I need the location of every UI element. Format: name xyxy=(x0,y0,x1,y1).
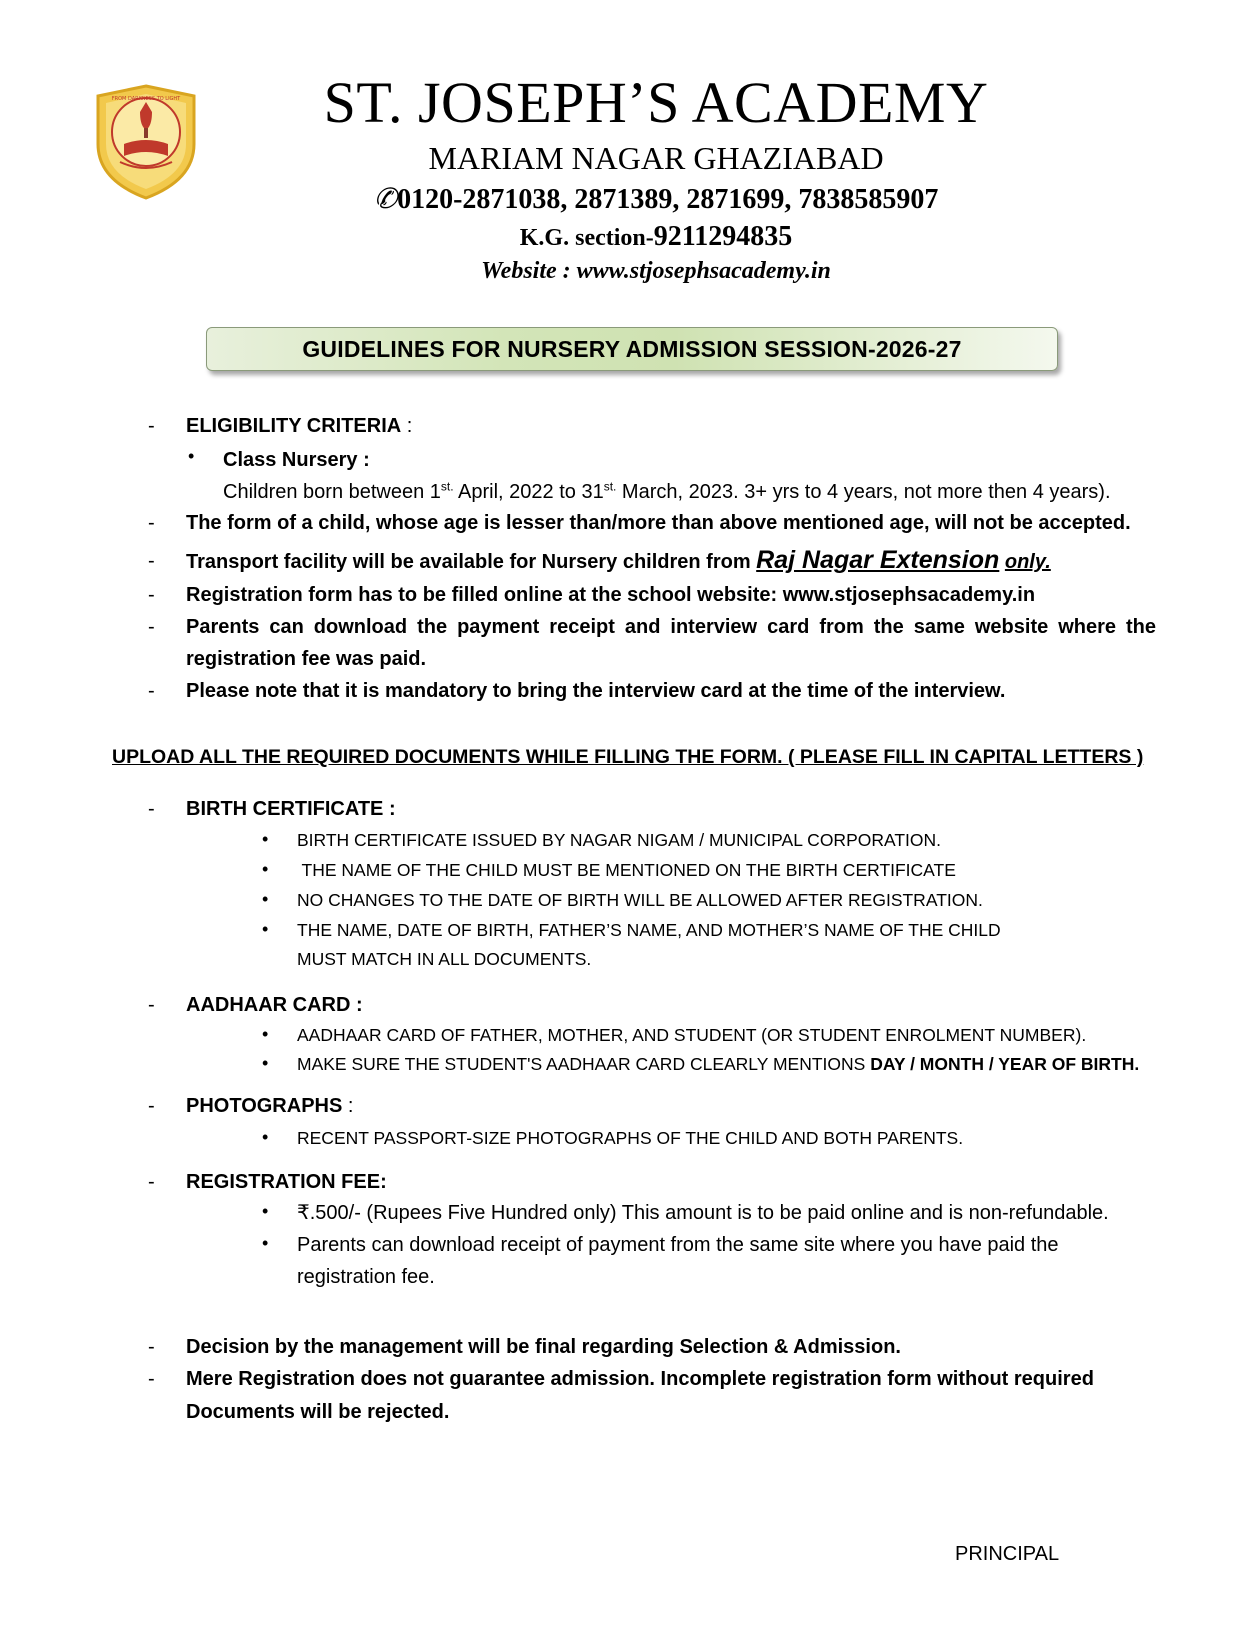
decision-note: Decision by the management will be final regarding Selection & Admission. xyxy=(186,1336,901,1358)
aadhaar-heading: AADHAAR CARD : xyxy=(186,994,363,1016)
registration-fee-item-continued: registration fee. xyxy=(297,1266,435,1288)
page-title xyxy=(206,327,1058,371)
photographs-heading: PHOTOGRAPHS : xyxy=(186,1095,354,1117)
school-name: ST. JOSEPH’S ACADEMY xyxy=(323,70,989,135)
upload-documents-heading: UPLOAD ALL THE REQUIRED DOCUMENTS WHILE FILLING THE FORM. ( PLEASE FILL IN CAPITAL LETTERS ) xyxy=(112,746,1144,768)
aadhaar-item: MAKE SURE THE STUDENT'S AADHAAR CARD CLEARLY MENTIONS DAY / MONTH / YEAR OF BIRTH. xyxy=(297,1054,1140,1074)
mere-registration-note-continued: Documents will be rejected. xyxy=(186,1401,450,1423)
list-bullet: • xyxy=(262,1127,269,1147)
list-bullet: • xyxy=(262,1024,269,1044)
eligibility-heading: ELIGIBILITY CRITERIA : xyxy=(186,415,413,437)
phone-numbers: 0120-2871038, 2871389, 2871699, 7838585907 xyxy=(397,184,939,215)
list-bullet: • xyxy=(188,446,195,466)
registration-online-rule: Registration form has to be filled online at the school website: www.stjosephsacademy.in xyxy=(186,584,1036,606)
registration-fee-item: ₹.500/- (Rupees Five Hundred only) This amount is to be paid online and is non-refundable. xyxy=(297,1202,1109,1224)
birth-cert-item: THE NAME OF THE CHILD MUST BE MENTIONED ON THE BIRTH CERTIFICATE xyxy=(297,860,956,880)
birth-cert-item: NO CHANGES TO THE DATE OF BIRTH WILL BE ALLOWED AFTER REGISTRATION. xyxy=(297,890,983,910)
school-phones xyxy=(0,183,1241,217)
birth-cert-item-continued: MUST MATCH IN ALL DOCUMENTS. xyxy=(297,949,592,969)
list-dash: - xyxy=(148,550,155,572)
school-website: Website : www.stjosephsacademy.in xyxy=(481,258,831,284)
list-dash: - xyxy=(148,994,155,1016)
svg-text:FROM DARKNESS TO LIGHT: FROM DARKNESS TO LIGHT xyxy=(111,96,181,102)
list-dash: - xyxy=(148,584,155,606)
download-rule-line1: Parents can download the payment receipt and interview card from the same website where the xyxy=(186,616,1156,638)
list-dash: - xyxy=(148,1368,155,1390)
list-dash: - xyxy=(148,680,155,702)
birth-certificate-heading: BIRTH CERTIFICATE : xyxy=(186,798,396,820)
transport-place: Raj Nagar Extension xyxy=(756,546,1000,574)
download-rule-line2: registration fee was paid. xyxy=(186,648,427,670)
list-dash: - xyxy=(148,1095,155,1117)
list-bullet: • xyxy=(262,859,269,879)
list-bullet: • xyxy=(262,1201,269,1221)
list-bullet: • xyxy=(262,1233,269,1253)
principal-signature: PRINCIPAL xyxy=(955,1543,1060,1565)
birth-cert-item: BIRTH CERTIFICATE ISSUED BY NAGAR NIGAM / MUNICIPAL CORPORATION. xyxy=(297,830,942,850)
page-title-text: GUIDELINES FOR NURSERY ADMISSION SESSION-2026-27 xyxy=(302,335,962,362)
list-dash: - xyxy=(148,798,155,820)
kg-label: K.G. section- xyxy=(519,225,654,251)
photographs-item: RECENT PASSPORT-SIZE PHOTOGRAPHS OF THE CHILD AND BOTH PARENTS. xyxy=(297,1128,964,1148)
class-nursery-label: Class Nursery : xyxy=(223,449,370,471)
age-rule: The form of a child, whose age is lesser than/more than above mentioned age, will not be accepted. xyxy=(186,512,1131,534)
eligibility-dates: Children born between $1^{st.}$ April, 2022 to $31^{st.}$ March, 2023. 3+ yrs to 4 years, not more then 4 years). xyxy=(223,479,1111,503)
kg-section-contact xyxy=(0,222,1241,253)
mere-registration-note: Mere Registration does not guarantee admission. Incomplete registration form without required xyxy=(186,1368,1094,1390)
list-dash: - xyxy=(148,1171,155,1193)
school-address: MARIAM NAGAR GHAZIABAD xyxy=(428,140,884,176)
registration-fee-heading: REGISTRATION FEE: xyxy=(186,1171,387,1193)
list-bullet: • xyxy=(262,919,269,939)
list-bullet: • xyxy=(262,829,269,849)
list-dash: - xyxy=(148,616,155,638)
list-dash: - xyxy=(148,512,155,534)
list-dash: - xyxy=(148,1336,155,1358)
aadhaar-item: AADHAAR CARD OF FATHER, MOTHER, AND STUDENT (OR STUDENT ENROLMENT NUMBER). xyxy=(297,1025,1087,1045)
kg-number: 9211294835 xyxy=(653,221,793,252)
list-bullet: • xyxy=(262,1053,269,1073)
eligibility-heading-text: ELIGIBILITY CRITERIA xyxy=(186,415,402,437)
birth-cert-item: THE NAME, DATE OF BIRTH, FATHER’S NAME, AND MOTHER’S NAME OF THE CHILD xyxy=(297,920,1001,940)
registration-fee-item: Parents can download receipt of payment from the same site where you have paid the xyxy=(297,1234,1059,1256)
list-bullet: • xyxy=(262,889,269,909)
list-dash: - xyxy=(148,415,155,437)
transport-rule: Transport facility will be available for Nursery children from Raj Nagar Extension only. xyxy=(186,546,1051,574)
interview-card-rule: Please note that it is mandatory to bring the interview card at the time of the interview. xyxy=(186,680,1006,702)
phone-icon: ✆ xyxy=(373,184,398,215)
